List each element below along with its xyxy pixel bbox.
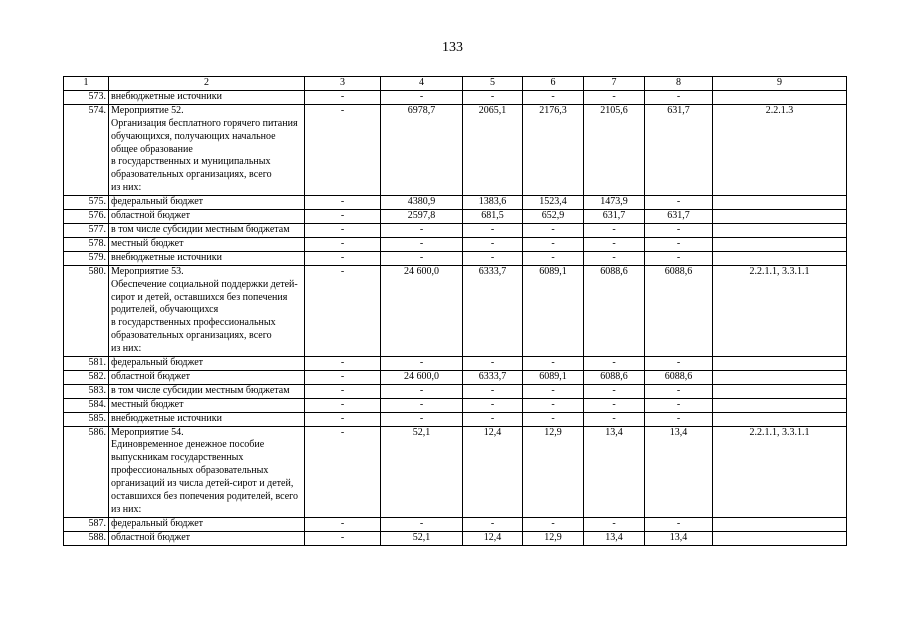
row-number: 577. (64, 223, 109, 237)
row-name: Мероприятие 52. Организация бесплатного горячего питания обучающихся, получающих начальное общее образование в государственных и муниципальных образовательных организациях, всего из них: (109, 104, 305, 195)
cell-col7: 13,4 (584, 531, 645, 545)
cell-col4: 4380,9 (381, 196, 463, 210)
table-row (64, 210, 847, 224)
row-number: 581. (64, 357, 109, 371)
row-name: внебюджетные источники (109, 251, 305, 265)
column-header: 3 (305, 77, 381, 91)
table-row (64, 357, 847, 371)
cell-col8: - (645, 517, 713, 531)
row-number: 578. (64, 237, 109, 251)
cell-indicators (713, 384, 847, 398)
cell-col7: 6088,6 (584, 370, 645, 384)
cell-col5: - (463, 357, 523, 371)
cell-col5: - (463, 517, 523, 531)
cell-col7: - (584, 412, 645, 426)
column-header: 4 (381, 77, 463, 91)
cell-indicators: 2.2.1.1, 3.3.1.1 (713, 265, 847, 356)
cell-col5: - (463, 90, 523, 104)
cell-col4: - (381, 517, 463, 531)
cell-col3: - (305, 237, 381, 251)
row-name: внебюджетные источники (109, 412, 305, 426)
cell-col4: - (381, 412, 463, 426)
cell-col7: 13,4 (584, 426, 645, 517)
cell-col7: 2105,6 (584, 104, 645, 195)
cell-indicators (713, 223, 847, 237)
cell-col8: - (645, 196, 713, 210)
cell-col5: 12,4 (463, 426, 523, 517)
cell-col8: 631,7 (645, 210, 713, 224)
cell-col5: - (463, 251, 523, 265)
cell-col3: - (305, 384, 381, 398)
cell-indicators (713, 517, 847, 531)
table-row (64, 104, 847, 195)
row-number: 573. (64, 90, 109, 104)
cell-indicators (713, 370, 847, 384)
table-row (64, 265, 847, 356)
cell-col5: 2065,1 (463, 104, 523, 195)
cell-col8: - (645, 357, 713, 371)
cell-col4: 2597,8 (381, 210, 463, 224)
table-row (64, 412, 847, 426)
table-row (64, 426, 847, 517)
cell-col4: - (381, 251, 463, 265)
row-name: местный бюджет (109, 398, 305, 412)
column-header: 5 (463, 77, 523, 91)
cell-col3: - (305, 517, 381, 531)
cell-col6: 6089,1 (523, 370, 584, 384)
row-name: Мероприятие 53. Обеспечение социальной поддержки детей-сирот и детей, оставшихся без попечения родителей, обучающихся в государственных профессиональных образовательных организациях, всего из них: (109, 265, 305, 356)
cell-col6: - (523, 398, 584, 412)
table-row (64, 398, 847, 412)
table-row (64, 237, 847, 251)
cell-col3: - (305, 90, 381, 104)
cell-col3: - (305, 265, 381, 356)
cell-col3: - (305, 223, 381, 237)
cell-col5: - (463, 223, 523, 237)
cell-col3: - (305, 357, 381, 371)
cell-col7: - (584, 398, 645, 412)
table-row (64, 384, 847, 398)
cell-col3: - (305, 104, 381, 195)
cell-col3: - (305, 412, 381, 426)
cell-col8: 13,4 (645, 426, 713, 517)
cell-indicators (713, 531, 847, 545)
cell-col7: - (584, 90, 645, 104)
cell-col5: 12,4 (463, 531, 523, 545)
row-number: 588. (64, 531, 109, 545)
column-header: 7 (584, 77, 645, 91)
row-name: Мероприятие 54. Единовременное денежное пособие выпускникам государственных профессиональных образовательных организаций из числа детей-сирот и детей, оставшихся без попечения родителей, всего из них: (109, 426, 305, 517)
row-name: федеральный бюджет (109, 517, 305, 531)
row-number: 586. (64, 426, 109, 517)
cell-col7: - (584, 237, 645, 251)
cell-indicators (713, 196, 847, 210)
cell-indicators (713, 90, 847, 104)
row-name: областной бюджет (109, 210, 305, 224)
cell-col4: - (381, 357, 463, 371)
cell-indicators (713, 398, 847, 412)
cell-indicators: 2.2.1.1, 3.3.1.1 (713, 426, 847, 517)
cell-col8: - (645, 251, 713, 265)
table-row (64, 196, 847, 210)
row-number: 576. (64, 210, 109, 224)
column-header: 9 (713, 77, 847, 91)
row-number: 582. (64, 370, 109, 384)
cell-col6: - (523, 251, 584, 265)
cell-col5: 1383,6 (463, 196, 523, 210)
cell-col6: - (523, 517, 584, 531)
cell-col8: - (645, 90, 713, 104)
cell-col3: - (305, 210, 381, 224)
cell-col7: - (584, 223, 645, 237)
cell-indicators: 2.2.1.3 (713, 104, 847, 195)
row-name: федеральный бюджет (109, 196, 305, 210)
cell-col6: - (523, 357, 584, 371)
cell-col4: - (381, 384, 463, 398)
cell-col8: - (645, 412, 713, 426)
row-number: 585. (64, 412, 109, 426)
cell-col7: - (584, 384, 645, 398)
cell-col6: 12,9 (523, 531, 584, 545)
table-body (64, 90, 847, 545)
row-name: местный бюджет (109, 237, 305, 251)
cell-col6: - (523, 223, 584, 237)
cell-col3: - (305, 398, 381, 412)
row-name: внебюджетные источники (109, 90, 305, 104)
cell-col7: 1473,9 (584, 196, 645, 210)
cell-indicators (713, 357, 847, 371)
budget-table (63, 76, 847, 546)
table-row (64, 531, 847, 545)
cell-col6: - (523, 384, 584, 398)
cell-col7: 6088,6 (584, 265, 645, 356)
cell-col6: 6089,1 (523, 265, 584, 356)
cell-col7: - (584, 357, 645, 371)
cell-col7: - (584, 517, 645, 531)
column-header: 1 (64, 77, 109, 91)
cell-col8: - (645, 237, 713, 251)
column-header: 2 (109, 77, 305, 91)
cell-col5: 6333,7 (463, 265, 523, 356)
cell-indicators (713, 210, 847, 224)
cell-indicators (713, 412, 847, 426)
cell-col4: - (381, 90, 463, 104)
cell-col8: 6088,6 (645, 370, 713, 384)
cell-col4: - (381, 237, 463, 251)
cell-col3: - (305, 251, 381, 265)
cell-col7: - (584, 251, 645, 265)
row-number: 584. (64, 398, 109, 412)
row-number: 580. (64, 265, 109, 356)
cell-col6: - (523, 237, 584, 251)
cell-col3: - (305, 370, 381, 384)
cell-col8: 13,4 (645, 531, 713, 545)
cell-col5: 681,5 (463, 210, 523, 224)
cell-col7: 631,7 (584, 210, 645, 224)
cell-col6: 1523,4 (523, 196, 584, 210)
cell-col5: - (463, 398, 523, 412)
cell-col5: 6333,7 (463, 370, 523, 384)
row-number: 583. (64, 384, 109, 398)
row-name: федеральный бюджет (109, 357, 305, 371)
cell-col4: - (381, 223, 463, 237)
cell-col5: - (463, 412, 523, 426)
cell-col3: - (305, 196, 381, 210)
row-number: 579. (64, 251, 109, 265)
cell-col8: - (645, 384, 713, 398)
cell-col4: - (381, 398, 463, 412)
cell-col6: 12,9 (523, 426, 584, 517)
row-name: областной бюджет (109, 531, 305, 545)
cell-indicators (713, 237, 847, 251)
cell-col3: - (305, 426, 381, 517)
cell-col4: 6978,7 (381, 104, 463, 195)
cell-col8: 6088,6 (645, 265, 713, 356)
cell-col4: 52,1 (381, 531, 463, 545)
cell-col6: - (523, 90, 584, 104)
cell-col5: - (463, 237, 523, 251)
cell-col4: 24 600,0 (381, 265, 463, 356)
table-row (64, 90, 847, 104)
cell-col4: 24 600,0 (381, 370, 463, 384)
row-name: областной бюджет (109, 370, 305, 384)
page-number: 133 (442, 40, 463, 55)
row-number: 574. (64, 104, 109, 195)
cell-col3: - (305, 531, 381, 545)
table-row (64, 223, 847, 237)
cell-col8: - (645, 223, 713, 237)
row-name: в том числе субсидии местным бюджетам (109, 223, 305, 237)
row-name: в том числе субсидии местным бюджетам (109, 384, 305, 398)
cell-col6: 652,9 (523, 210, 584, 224)
cell-col6: 2176,3 (523, 104, 584, 195)
table-row (64, 517, 847, 531)
cell-indicators (713, 251, 847, 265)
cell-col6: - (523, 412, 584, 426)
header-row (64, 77, 847, 91)
table-row (64, 251, 847, 265)
cell-col8: 631,7 (645, 104, 713, 195)
cell-col8: - (645, 398, 713, 412)
table-row (64, 370, 847, 384)
row-number: 587. (64, 517, 109, 531)
column-header: 8 (645, 77, 713, 91)
cell-col4: 52,1 (381, 426, 463, 517)
column-header: 6 (523, 77, 584, 91)
cell-col5: - (463, 384, 523, 398)
row-number: 575. (64, 196, 109, 210)
